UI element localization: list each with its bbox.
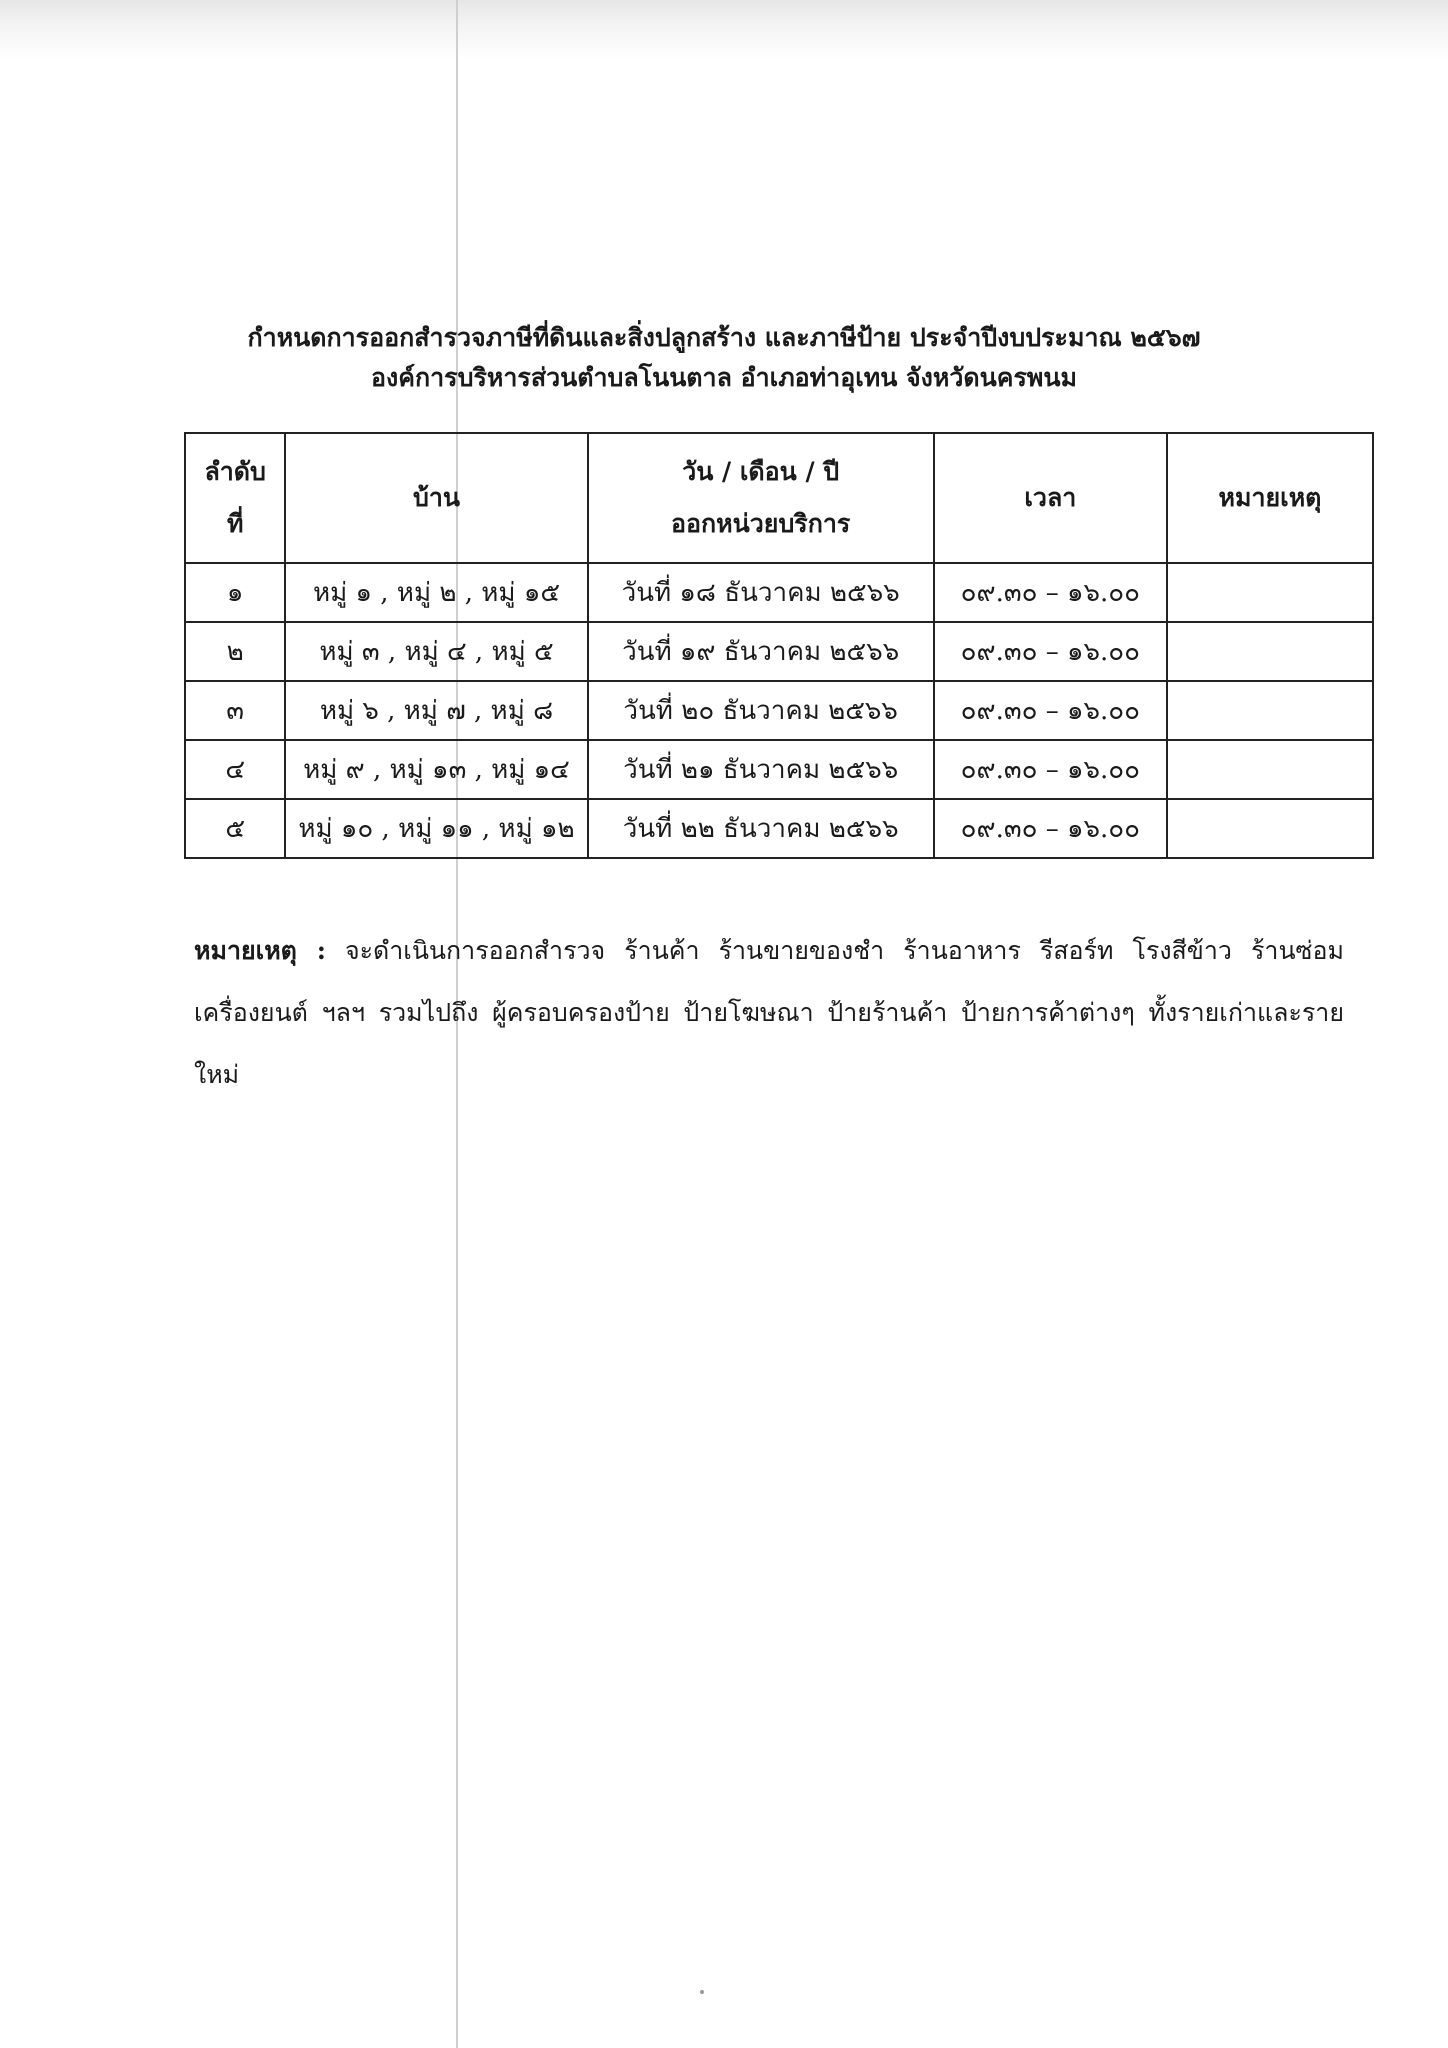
cell-remark (1167, 681, 1373, 740)
cell-time: ๐๙.๓๐ – ๑๖.๐๐ (934, 563, 1167, 622)
header-date-line2: ออกหน่วยบริการ (671, 509, 851, 538)
cell-order: ๕ (185, 799, 285, 858)
header-date (588, 433, 934, 563)
cell-date: วันที่ ๑๙ ธันวาคม ๒๕๖๖ (588, 622, 934, 681)
cell-village: หมู่ ๙ , หมู่ ๑๓ , หมู่ ๑๔ (285, 740, 587, 799)
cell-order: ๑ (185, 563, 285, 622)
table-row (185, 681, 1373, 740)
table-header-row (185, 433, 1373, 563)
remark-note (194, 920, 1344, 1106)
table-row (185, 740, 1373, 799)
cell-date: วันที่ ๒๒ ธันวาคม ๒๕๖๖ (588, 799, 934, 858)
header-date-line1: วัน / เดือน / ปี (682, 457, 840, 486)
schedule-table (184, 432, 1374, 859)
header-remark: หมายเหตุ (1167, 433, 1373, 563)
cell-village: หมู่ ๑ , หมู่ ๒ , หมู่ ๑๕ (285, 563, 587, 622)
remark-label: หมายเหตุ : (194, 936, 326, 965)
header-order-line1: ลำดับ (204, 457, 266, 486)
cell-remark (1167, 799, 1373, 858)
header-order (185, 433, 285, 563)
table-row (185, 799, 1373, 858)
cell-village: หมู่ ๑๐ , หมู่ ๑๑ , หมู่ ๑๒ (285, 799, 587, 858)
cell-date: วันที่ ๒๑ ธันวาคม ๒๕๖๖ (588, 740, 934, 799)
header-order-line2: ที่ (226, 509, 244, 538)
cell-order: ๔ (185, 740, 285, 799)
cell-order: ๒ (185, 622, 285, 681)
header-time: เวลา (934, 433, 1167, 563)
cell-date: วันที่ ๒๐ ธันวาคม ๒๕๖๖ (588, 681, 934, 740)
scan-shadow (0, 0, 1448, 60)
document-title: กำหนดการออกสำรวจภาษีที่ดินและสิ่งปลูกสร้าง และภาษีป้าย ประจำปีงบประมาณ ๒๕๖๗ (247, 323, 1201, 352)
cell-village: หมู่ ๖ , หมู่ ๗ , หมู่ ๘ (285, 681, 587, 740)
remark-text: จะดำเนินการออกสำรวจ ร้านค้า ร้านขายของชำ ร้านอาหาร รีสอร์ท โรงสีข้าว ร้านซ่อมเครื่องยนต์ ฯลฯ รวมไปถึง ผู้ครอบครองป้าย ป้ายโฆษณา ป้ายร้านค้า ป้ายการค้าต่างๆ ทั้งรายเก่าและรายใหม่ (194, 936, 1344, 1089)
cell-remark (1167, 622, 1373, 681)
cell-time: ๐๙.๓๐ – ๑๖.๐๐ (934, 740, 1167, 799)
document-subtitle: องค์การบริหารส่วนตำบลโนนตาล อำเภอท่าอุเทน จังหวัดนครพนม (371, 363, 1077, 392)
cell-remark (1167, 563, 1373, 622)
cell-date: วันที่ ๑๘ ธันวาคม ๒๕๖๖ (588, 563, 934, 622)
table-row (185, 622, 1373, 681)
cell-remark (1167, 740, 1373, 799)
header-village: บ้าน (285, 433, 587, 563)
cell-time: ๐๙.๓๐ – ๑๖.๐๐ (934, 681, 1167, 740)
cell-time: ๐๙.๓๐ – ๑๖.๐๐ (934, 799, 1167, 858)
cell-time: ๐๙.๓๐ – ๑๖.๐๐ (934, 622, 1167, 681)
cell-order: ๓ (185, 681, 285, 740)
cell-village: หมู่ ๓ , หมู่ ๔ , หมู่ ๕ (285, 622, 587, 681)
scan-speck (700, 1990, 704, 1994)
table-row (185, 563, 1373, 622)
